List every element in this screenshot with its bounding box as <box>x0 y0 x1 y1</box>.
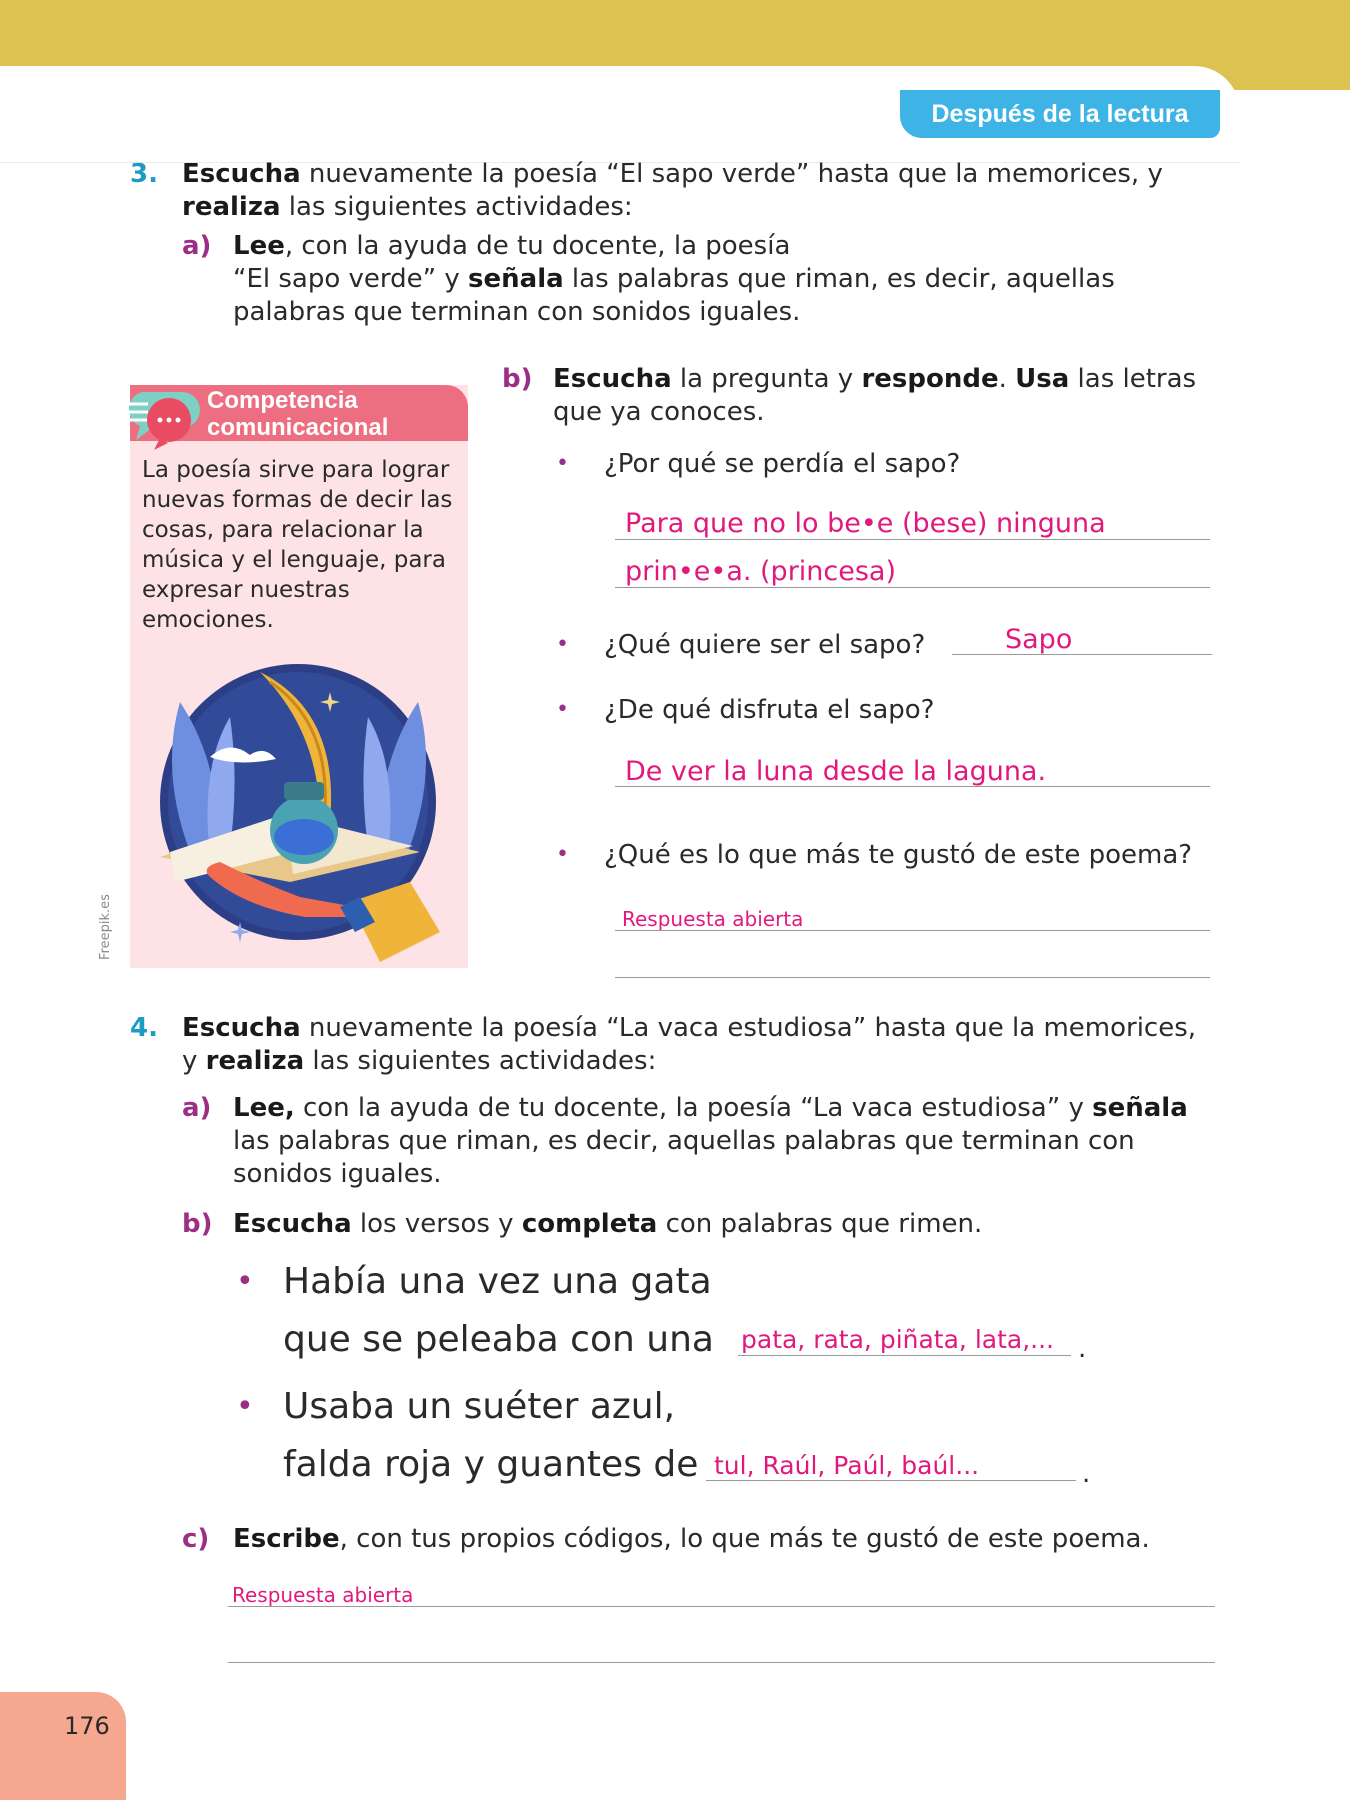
q4-a-line-3: sonidos iguales. <box>233 1159 442 1189</box>
chat-bubbles-icon <box>112 388 212 458</box>
answer-line[interactable] <box>615 786 1210 787</box>
q4-b-letter: b) <box>182 1209 213 1239</box>
question-4-number: 4. <box>130 1013 158 1043</box>
book-quill-illustration <box>150 652 450 964</box>
answer-line[interactable] <box>615 539 1210 540</box>
instruction-verb: realiza <box>205 1046 305 1076</box>
instruction-verb: Escucha <box>233 1209 352 1239</box>
instruction-verb: Lee, <box>233 1093 295 1123</box>
answer-text: pata, rata, piñata, lata,... <box>741 1325 1054 1354</box>
question-4-intro-line-2 <box>182 1045 656 1078</box>
q3-b-letter: b) <box>502 364 533 394</box>
verse-line: falda roja y guantes de <box>283 1444 699 1485</box>
instruction-verb: señala <box>468 264 564 294</box>
instruction-verb: Escucha <box>182 159 301 189</box>
verse-end: . <box>1078 1334 1087 1364</box>
question-4-intro-line-1 <box>182 1012 1196 1045</box>
instruction-text: “El sapo verde” y <box>233 264 469 294</box>
page-number-tab <box>0 1692 126 1800</box>
answer-text: Para que no lo be•e (bese) ninguna <box>625 508 1106 539</box>
instruction-text: , con la ayuda de tu docente, la poesía <box>284 231 791 261</box>
instruction-text: las siguientes actividades: <box>304 1046 657 1076</box>
answer-line[interactable] <box>706 1480 1076 1481</box>
instruction-verb: Escucha <box>182 1013 301 1043</box>
instruction-verb: Usa <box>1015 364 1070 394</box>
bullet-icon: • <box>556 697 569 722</box>
answer-text: prin•e•a. (princesa) <box>625 556 897 587</box>
question-text: ¿Qué quiere ser el sapo? <box>604 630 926 660</box>
q4-a-line-2: las palabras que riman, es decir, aquellas palabras que terminan con <box>233 1126 1135 1156</box>
question-text: ¿Por qué se perdía el sapo? <box>604 449 961 479</box>
answer-text: Sapo <box>1005 624 1073 655</box>
q4-b-line <box>233 1208 982 1241</box>
bullet-icon: • <box>556 842 569 867</box>
answer-line[interactable] <box>615 930 1210 931</box>
answer-line[interactable] <box>738 1355 1071 1356</box>
instruction-verb: Escribe <box>233 1524 340 1554</box>
competency-title-line-2: comunicacional <box>207 414 389 441</box>
answer-line[interactable] <box>615 977 1210 978</box>
bullet-icon: • <box>236 1264 254 1299</box>
q3-a-line-2 <box>233 263 1115 296</box>
page-number: 176 <box>64 1712 110 1740</box>
question-text: ¿De qué disfruta el sapo? <box>604 695 935 725</box>
instruction-verb: Escucha <box>553 364 672 394</box>
competency-text: La poesía sirve para lograr nuevas formas de decir las cosas, para relacionar la música y el lenguaje, para expresar nuestras emociones. <box>142 457 453 633</box>
answer-text: Respuesta abierta <box>622 907 804 931</box>
q3-a-line-1 <box>233 230 790 263</box>
instruction-text: los versos y <box>351 1209 522 1239</box>
q4-a-line-1 <box>233 1092 1188 1125</box>
instruction-text: las siguientes actividades: <box>280 192 633 222</box>
bullet-icon: • <box>236 1389 254 1424</box>
bullet-icon: • <box>556 632 569 657</box>
question-3-number: 3. <box>130 159 158 189</box>
instruction-text: nuevamente la poesía “La vaca estudiosa” hasta que la memorices, <box>300 1013 1197 1043</box>
q3-b-line-2: que ya conoces. <box>553 397 765 427</box>
instruction-verb: señala <box>1092 1093 1188 1123</box>
q3-a-line-3: palabras que terminan con sonidos iguales. <box>233 297 801 327</box>
instruction-text: . <box>998 364 1016 394</box>
q4-c-line <box>233 1523 1150 1556</box>
answer-line[interactable] <box>228 1606 1215 1607</box>
verse-line: Usaba un suéter azul, <box>283 1386 676 1427</box>
answer-text: Respuesta abierta <box>232 1583 414 1607</box>
answer-line[interactable] <box>615 587 1210 588</box>
instruction-text: con palabras que rimen. <box>657 1209 983 1239</box>
question-3-intro-line-2 <box>182 191 633 224</box>
instruction-text: la pregunta y <box>671 364 862 394</box>
instruction-verb: realiza <box>182 192 281 222</box>
question-text: ¿Qué es lo que más te gustó de este poema? <box>604 840 1193 870</box>
answer-line[interactable] <box>952 654 1212 655</box>
q4-c-letter: c) <box>182 1524 210 1554</box>
q3-b-line-1 <box>553 363 1196 396</box>
verse-line: Había una vez una gata <box>283 1261 712 1302</box>
answer-text: tul, Raúl, Paúl, baúl... <box>714 1451 980 1480</box>
question-3-intro-line-1 <box>182 158 1163 191</box>
verse-line: que se peleaba con una <box>283 1319 714 1360</box>
answer-line[interactable] <box>228 1662 1215 1663</box>
bullet-icon: • <box>556 451 569 476</box>
instruction-verb: completa <box>521 1209 658 1239</box>
answer-text: De ver la luna desde la laguna. <box>625 756 1047 787</box>
instruction-text: nuevamente la poesía “El sapo verde” hasta que la memorices, y <box>300 159 1163 189</box>
instruction-text: las palabras que riman, es decir, aquellas <box>563 264 1115 294</box>
instruction-verb: Lee <box>233 231 285 261</box>
instruction-text: y <box>182 1046 206 1076</box>
instruction-text: las letras <box>1069 364 1197 394</box>
image-credit: Freepik.es <box>98 894 113 960</box>
q4-a-letter: a) <box>182 1093 212 1123</box>
instruction-text: con la ayuda de tu docente, la poesía “La vaca estudiosa” y <box>294 1093 1093 1123</box>
competency-title <box>207 387 388 441</box>
instruction-verb: responde <box>861 364 999 394</box>
q3-a-letter: a) <box>182 231 212 261</box>
competency-title-line-1: Competencia <box>207 387 358 414</box>
instruction-text: , con tus propios códigos, lo que más te gustó de este poema. <box>339 1524 1150 1554</box>
section-tag: Después de la lectura <box>900 90 1220 138</box>
verse-end: . <box>1082 1459 1091 1489</box>
